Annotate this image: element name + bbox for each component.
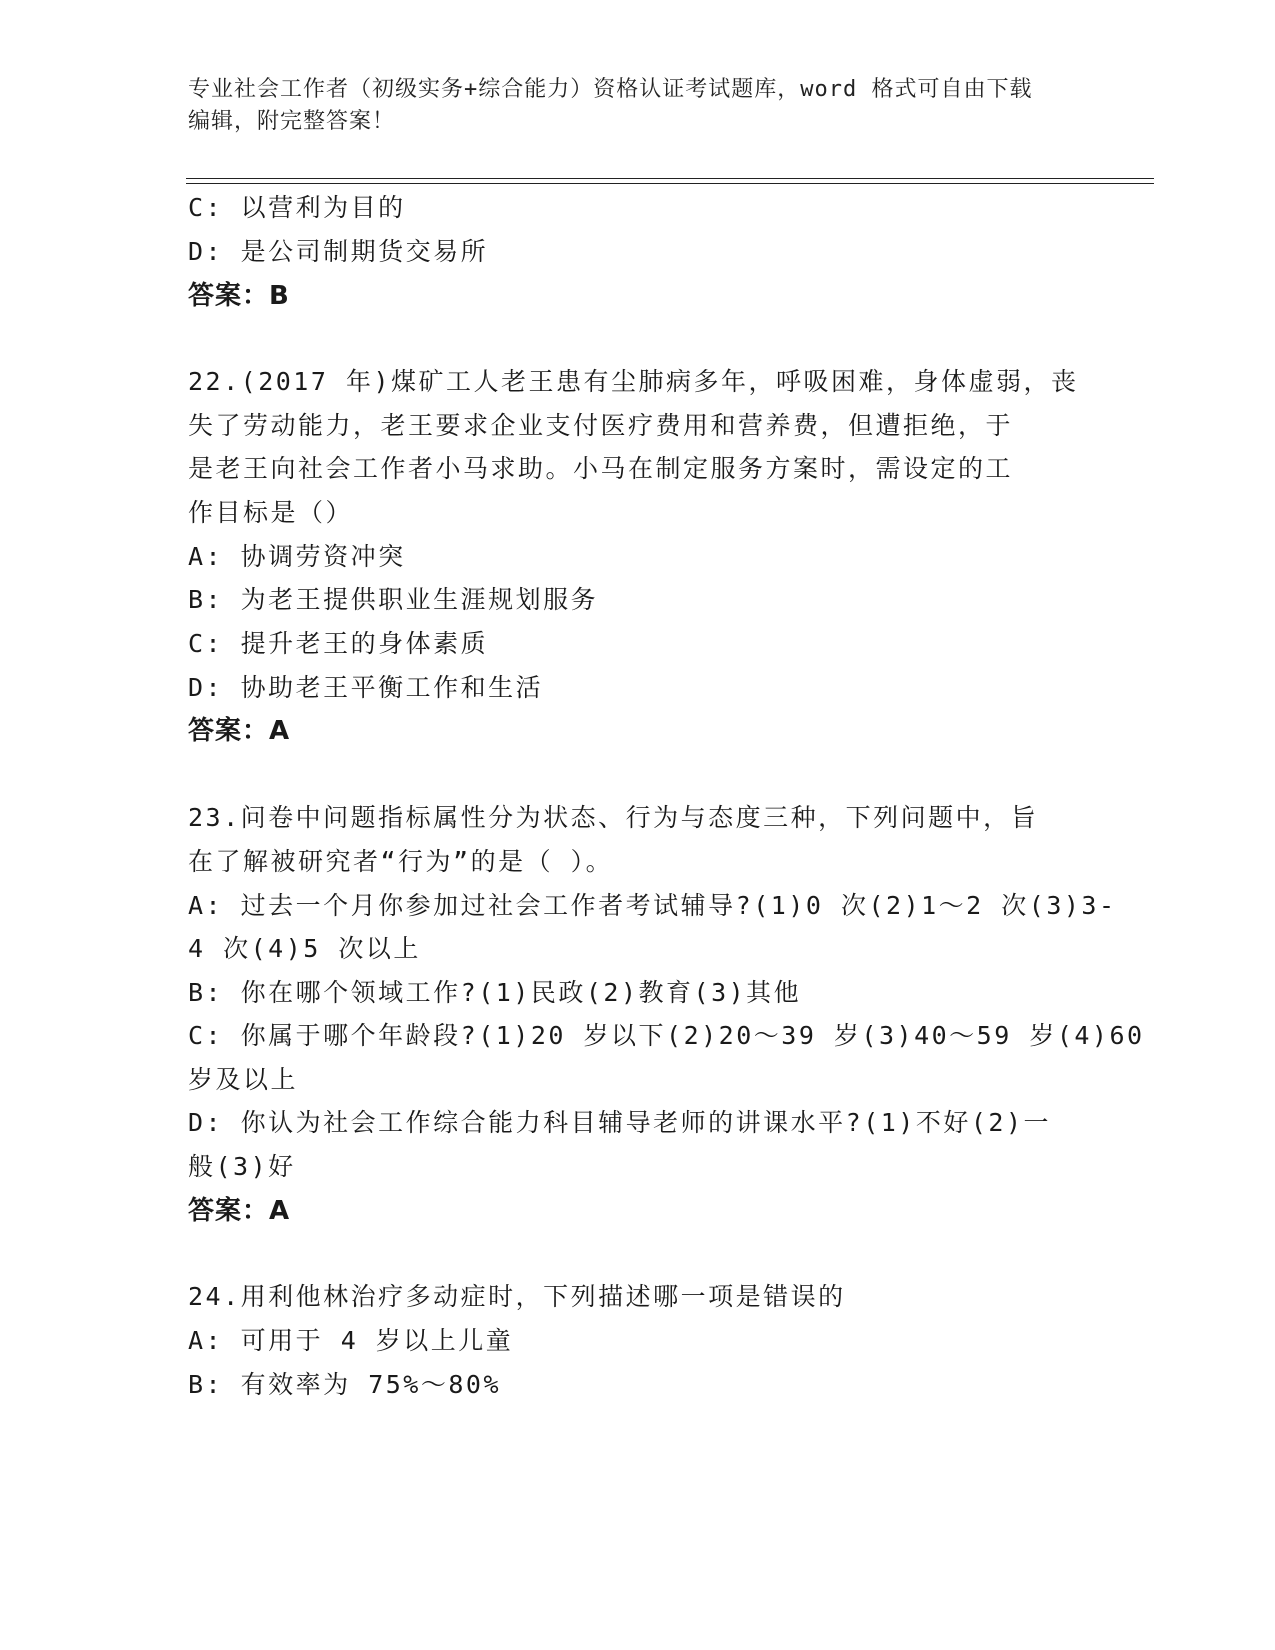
q24-option-b: B: 有效率为 75%～80% bbox=[188, 1370, 502, 1399]
q23-answer: 答案：A bbox=[188, 1196, 291, 1226]
q22-option-b: B: 为老王提供职业生涯规划服务 bbox=[188, 585, 599, 614]
q23-stem-line-1: 23.问卷中问题指标属性分为状态、行为与态度三种，下列问题中，旨 bbox=[188, 803, 1039, 832]
q23-option-line-5: 岁及以上 bbox=[188, 1065, 299, 1094]
q22-answer: 答案：A bbox=[188, 716, 291, 746]
q22-option-a: A: 协调劳资冲突 bbox=[188, 542, 406, 571]
header-line-2: 编辑，附完整答案！ bbox=[188, 109, 396, 134]
q24-option-a: A: 可用于 4 岁以上儿童 bbox=[188, 1326, 514, 1355]
q22-option-c: C: 提升老王的身体素质 bbox=[188, 629, 489, 658]
q22-option-d: D: 协助老王平衡工作和生活 bbox=[188, 673, 544, 702]
q22-stem-line-3: 是老王向社会工作者小马求助。小马在制定服务方案时，需设定的工 bbox=[188, 454, 1014, 483]
header-divider-bottom bbox=[186, 183, 1154, 184]
q24-stem-line-1: 24.用利他林治疗多动症时，下列描述哪一项是错误的 bbox=[188, 1282, 846, 1311]
header-divider-top bbox=[186, 178, 1154, 179]
q23-option-line-7: 般(3)好 bbox=[188, 1152, 296, 1181]
q22-stem-line-4: 作目标是（） bbox=[188, 498, 354, 527]
q23-option-line-2: 4 次(4)5 次以上 bbox=[188, 934, 421, 963]
q23-option-line-6: D: 你认为社会工作综合能力科目辅导老师的讲课水平?(1)不好(2)一 bbox=[188, 1108, 1052, 1137]
prev-option-d: D: 是公司制期货交易所 bbox=[188, 237, 489, 266]
q23-option-line-4: C: 你属于哪个年龄段?(1)20 岁以下(2)20～39 岁(3)40～59 岁(4)60 bbox=[188, 1021, 1145, 1050]
document-header bbox=[188, 74, 1088, 138]
prev-answer: 答案：B bbox=[188, 281, 290, 311]
q23-option-line-1: A: 过去一个月你参加过社会工作者考试辅导?(1)0 次(2)1～2 次(3)3- bbox=[188, 891, 1117, 920]
prev-option-c: C: 以营利为目的 bbox=[188, 193, 406, 222]
q22-stem-line-2: 失了劳动能力，老王要求企业支付医疗费用和营养费，但遭拒绝，于 bbox=[188, 411, 1014, 440]
q23-stem-line-2: 在了解被研究者“行为”的是（ ）。 bbox=[188, 847, 614, 876]
q22-stem-line-1: 22.(2017 年)煤矿工人老王患有尘肺病多年，呼吸困难，身体虚弱，丧 bbox=[188, 367, 1079, 396]
q23-option-line-3: B: 你在哪个领域工作?(1)民政(2)教育(3)其他 bbox=[188, 978, 802, 1007]
header-line-1: 专业社会工作者（初级实务+综合能力）资格认证考试题库，word 格式可自由下载 bbox=[188, 77, 1033, 102]
